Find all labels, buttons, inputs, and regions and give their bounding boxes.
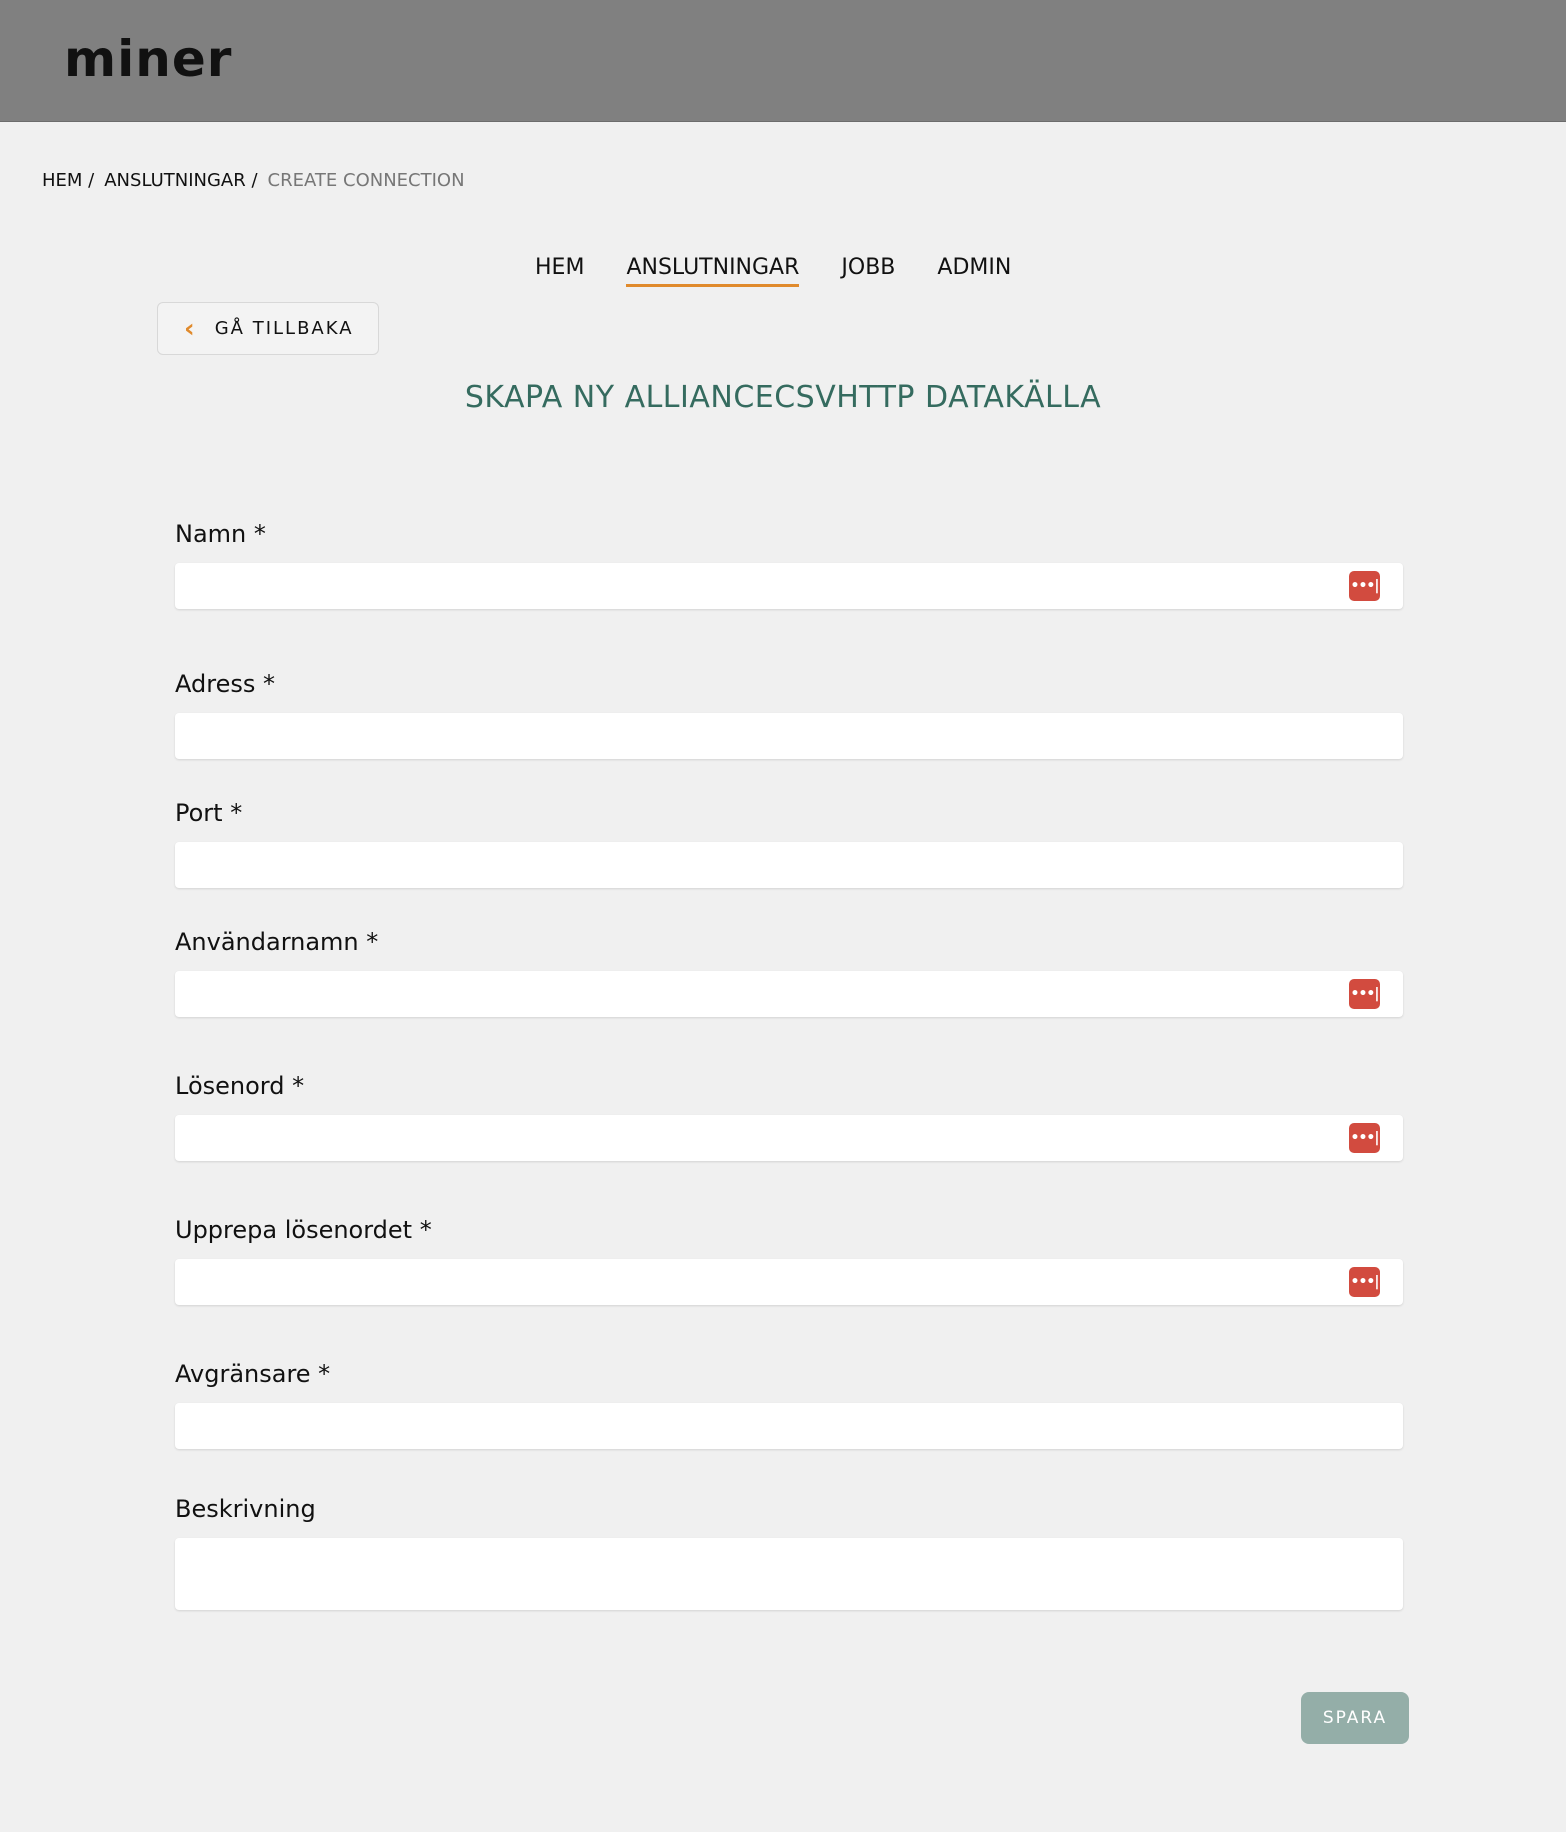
port-input[interactable] [175, 842, 1403, 888]
address-label: Adress * [175, 670, 275, 698]
username-input[interactable] [175, 971, 1403, 1017]
breadcrumb [42, 170, 465, 191]
chevron-left-icon: ‹ [184, 313, 197, 344]
name-input[interactable] [175, 563, 1403, 609]
app-logo[interactable]: miner [64, 30, 233, 88]
description-textarea[interactable] [175, 1538, 1403, 1610]
breadcrumb-home[interactable]: HEM / [42, 170, 95, 191]
breadcrumb-current: CREATE CONNECTION [267, 170, 465, 191]
name-label: Namn * [175, 520, 266, 548]
main-nav [535, 255, 1011, 287]
back-button[interactable] [157, 302, 379, 355]
port-label: Port * [175, 799, 243, 827]
save-button[interactable]: SPARA [1301, 1692, 1409, 1744]
password-input[interactable] [175, 1115, 1403, 1161]
page-title: SKAPA NY ALLIANCECSVHTTP DATAKÄLLA [464, 380, 1102, 415]
back-button-label: GÅ TILLBAKA [214, 318, 354, 339]
username-label: Användarnamn * [175, 928, 379, 956]
password-manager-icon[interactable]: •••| [1349, 1123, 1380, 1153]
password-manager-icon[interactable]: •••| [1349, 571, 1380, 601]
address-input[interactable] [175, 713, 1403, 759]
delimiter-input[interactable] [175, 1403, 1403, 1449]
breadcrumb-connections[interactable]: ANSLUTNINGAR / [104, 170, 258, 191]
app-header [0, 0, 1566, 122]
password-label: Lösenord * [175, 1072, 305, 1100]
nav-item-jobs[interactable]: JOBB [841, 255, 896, 280]
delimiter-label: Avgränsare * [175, 1360, 331, 1388]
nav-item-home[interactable]: HEM [535, 255, 585, 280]
password-manager-icon[interactable]: •••| [1349, 979, 1380, 1009]
password-manager-icon[interactable]: •••| [1349, 1267, 1380, 1297]
repeat-password-input[interactable] [175, 1259, 1403, 1305]
repeat-password-label: Upprepa lösenordet * [175, 1216, 432, 1244]
description-label: Beskrivning [175, 1495, 316, 1523]
nav-item-connections[interactable]: ANSLUTNINGAR [626, 255, 799, 287]
nav-item-admin[interactable]: ADMIN [937, 255, 1012, 280]
